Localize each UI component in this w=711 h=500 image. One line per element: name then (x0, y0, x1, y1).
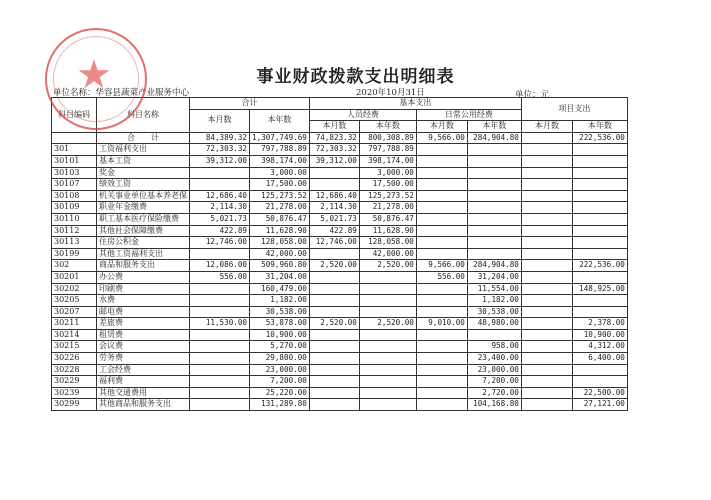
header-year: 本年数 (250, 109, 310, 132)
subject-code: 30107 (52, 179, 97, 191)
amount-cell: 2,720.00 (467, 387, 521, 399)
subject-code: 30226 (52, 353, 97, 365)
amount-cell (521, 306, 572, 318)
subject-code: 30215 (52, 341, 97, 353)
amount-cell: 50,876.47 (250, 213, 310, 225)
amount-cell: 11,554.00 (467, 283, 521, 295)
amount-cell (359, 283, 416, 295)
amount-cell (309, 283, 359, 295)
amount-cell (309, 306, 359, 318)
amount-cell (416, 155, 467, 167)
subject-code: 302 (52, 260, 97, 272)
table-row (52, 329, 628, 341)
table-row (52, 306, 628, 318)
amount-cell (416, 295, 467, 307)
subject-name: 商品和服务支出 (97, 260, 190, 272)
amount-cell (309, 295, 359, 307)
table-row (52, 179, 628, 191)
amount-cell (521, 376, 572, 388)
amount-cell: 284,904.80 (467, 132, 521, 144)
amount-cell (572, 295, 627, 307)
subject-name: 其他商品和服务支出 (97, 399, 190, 411)
amount-cell (309, 376, 359, 388)
subject-name: 邮电费 (97, 306, 190, 318)
subject-code: 30110 (52, 213, 97, 225)
amount-cell (359, 341, 416, 353)
amount-cell: 72,303.32 (190, 144, 250, 156)
amount-cell (521, 225, 572, 237)
amount-cell (359, 387, 416, 399)
table-row (52, 213, 628, 225)
amount-cell (359, 364, 416, 376)
amount-cell (521, 353, 572, 365)
amount-cell: 5,021.73 (190, 213, 250, 225)
amount-cell: 11,530.00 (190, 318, 250, 330)
amount-cell: 222,536.00 (572, 260, 627, 272)
amount-cell: 3,000.00 (359, 167, 416, 179)
subject-name: 其他社会保障缴费 (97, 225, 190, 237)
subject-name: 其他交通费用 (97, 387, 190, 399)
amount-cell (416, 329, 467, 341)
table-row (52, 155, 628, 167)
amount-cell (467, 237, 521, 249)
amount-cell (416, 179, 467, 191)
table-row (52, 132, 628, 144)
amount-cell: 9,010.00 (416, 318, 467, 330)
amount-cell: 21,278.00 (359, 202, 416, 214)
amount-cell: 2,520.00 (309, 260, 359, 272)
amount-cell: 1,182.00 (250, 295, 310, 307)
subject-name: 福利费 (97, 376, 190, 388)
table-row (52, 399, 628, 411)
amount-cell: 2,378.00 (572, 318, 627, 330)
amount-cell: 2,520.00 (359, 260, 416, 272)
amount-cell (416, 237, 467, 249)
amount-cell (572, 306, 627, 318)
amount-cell (572, 144, 627, 156)
subject-name: 基本工资 (97, 155, 190, 167)
amount-cell (190, 399, 250, 411)
amount-cell (190, 306, 250, 318)
amount-cell (572, 237, 627, 249)
subject-code: 30202 (52, 283, 97, 295)
expenditure-table (51, 97, 628, 411)
amount-cell (309, 399, 359, 411)
amount-cell: 12,086.00 (190, 260, 250, 272)
amount-cell: 29,800.00 (250, 353, 310, 365)
table-row (52, 144, 628, 156)
amount-cell (521, 190, 572, 202)
amount-cell: 30,538.00 (467, 306, 521, 318)
header-month: 本月数 (521, 121, 572, 133)
subject-name: 差旅费 (97, 318, 190, 330)
amount-cell: 12,686.40 (309, 190, 359, 202)
official-seal: ★ (45, 28, 147, 130)
amount-cell: 797,788.89 (250, 144, 310, 156)
amount-cell: 4,312.00 (572, 341, 627, 353)
subject-code: 30112 (52, 225, 97, 237)
subject-code: 30211 (52, 318, 97, 330)
subject-code: 30299 (52, 399, 97, 411)
subject-code: 30205 (52, 295, 97, 307)
header-basic: 基本支出 (309, 98, 521, 110)
amount-cell: 74,823.32 (309, 132, 359, 144)
amount-cell (521, 387, 572, 399)
amount-cell: 2,114.30 (190, 202, 250, 214)
subject-code: 30101 (52, 155, 97, 167)
table-row (52, 260, 628, 272)
amount-cell: 23,400.00 (467, 353, 521, 365)
subject-name: 奖金 (97, 167, 190, 179)
amount-cell: 104,168.80 (467, 399, 521, 411)
header-code: 科目编码 (52, 98, 97, 133)
amount-cell (467, 144, 521, 156)
amount-cell (521, 132, 572, 144)
amount-cell: 9,566.00 (416, 260, 467, 272)
subject-name: 机关事业单位基本养老保 (97, 190, 190, 202)
amount-cell (521, 237, 572, 249)
subject-code: 30109 (52, 202, 97, 214)
amount-cell (190, 376, 250, 388)
table-row (52, 353, 628, 365)
amount-cell (416, 213, 467, 225)
amount-cell (359, 295, 416, 307)
subject-code: 30207 (52, 306, 97, 318)
subject-name: 工会经费 (97, 364, 190, 376)
amount-cell (572, 155, 627, 167)
subject-code: 30229 (52, 376, 97, 388)
amount-cell (416, 353, 467, 365)
amount-cell: 12,746.00 (190, 237, 250, 249)
amount-cell (190, 329, 250, 341)
amount-cell (521, 318, 572, 330)
table-row (52, 271, 628, 283)
subject-name: 租赁费 (97, 329, 190, 341)
amount-cell: 148,925.00 (572, 283, 627, 295)
amount-cell: 84,389.32 (190, 132, 250, 144)
amount-cell (521, 144, 572, 156)
header-year: 本年数 (359, 121, 416, 133)
amount-cell (416, 364, 467, 376)
amount-cell: 9,566.00 (416, 132, 467, 144)
amount-cell (467, 167, 521, 179)
amount-cell (572, 376, 627, 388)
amount-cell: 800,308.89 (359, 132, 416, 144)
amount-cell (359, 399, 416, 411)
amount-cell: 17,500.00 (250, 179, 310, 191)
amount-cell (416, 190, 467, 202)
amount-cell: 2,114.30 (309, 202, 359, 214)
header-personnel: 人员经费 (309, 109, 416, 121)
amount-cell (190, 295, 250, 307)
amount-cell: 23,000.00 (250, 364, 310, 376)
header-total: 合计 (190, 98, 310, 110)
currency-unit: 单位：元 (515, 90, 550, 100)
table-row (52, 364, 628, 376)
header-name: 科目名称 (97, 98, 190, 133)
amount-cell: 39,312.00 (309, 155, 359, 167)
amount-cell (416, 399, 467, 411)
amount-cell (467, 225, 521, 237)
amount-cell (359, 271, 416, 283)
amount-cell (190, 341, 250, 353)
amount-cell: 422.89 (309, 225, 359, 237)
amount-cell (416, 248, 467, 260)
header-daily: 日常公用经费 (416, 109, 521, 121)
subject-name: 工资福利支出 (97, 144, 190, 156)
amount-cell (309, 271, 359, 283)
amount-cell: 160,479.00 (250, 283, 310, 295)
amount-cell (359, 353, 416, 365)
amount-cell: 128,058.00 (359, 237, 416, 249)
amount-cell: 22,500.00 (572, 387, 627, 399)
subject-code: 30113 (52, 237, 97, 249)
header-month: 本月数 (190, 109, 250, 132)
amount-cell (521, 329, 572, 341)
amount-cell (416, 144, 467, 156)
table-row (52, 376, 628, 388)
amount-cell (309, 329, 359, 341)
amount-cell (521, 202, 572, 214)
amount-cell (521, 213, 572, 225)
amount-cell: 509,960.80 (250, 260, 310, 272)
amount-cell: 17,500.00 (359, 179, 416, 191)
subject-code: 30228 (52, 364, 97, 376)
subject-name: 其他工资福利支出 (97, 248, 190, 260)
header-month: 本月数 (416, 121, 467, 133)
amount-cell: 125,273.52 (250, 190, 310, 202)
amount-cell (416, 225, 467, 237)
amount-cell (521, 260, 572, 272)
amount-cell (416, 341, 467, 353)
subject-code: 30201 (52, 271, 97, 283)
report-title: 事业财政拨款支出明细表 (256, 67, 455, 87)
amount-cell (309, 248, 359, 260)
amount-cell: 1,182.00 (467, 295, 521, 307)
amount-cell: 42,000.00 (359, 248, 416, 260)
amount-cell (467, 202, 521, 214)
amount-cell: 5,270.00 (250, 341, 310, 353)
header-project: 项目支出 (521, 98, 627, 121)
amount-cell: 27,121.00 (572, 399, 627, 411)
amount-cell: 556.00 (416, 271, 467, 283)
subject-code: 30214 (52, 329, 97, 341)
subject-name: 职工基本医疗保险缴费 (97, 213, 190, 225)
subject-code: 301 (52, 144, 97, 156)
header-year: 本年数 (467, 121, 521, 133)
subject-name: 住房公积金 (97, 237, 190, 249)
amount-cell: 31,204.00 (250, 271, 310, 283)
amount-cell (521, 155, 572, 167)
amount-cell: 5,021.73 (309, 213, 359, 225)
header-month: 本月数 (309, 121, 359, 133)
amount-cell: 25,220.00 (250, 387, 310, 399)
table-row (52, 341, 628, 353)
table-row (52, 190, 628, 202)
amount-cell: 42,000.00 (250, 248, 310, 260)
amount-cell (521, 179, 572, 191)
subject-name: 会议费 (97, 341, 190, 353)
amount-cell (467, 190, 521, 202)
amount-cell (416, 376, 467, 388)
table-row (52, 387, 628, 399)
amount-cell (416, 306, 467, 318)
amount-cell: 30,538.00 (250, 306, 310, 318)
table-row (52, 202, 628, 214)
subject-code: 30239 (52, 387, 97, 399)
amount-cell: 125,273.52 (359, 190, 416, 202)
amount-cell: 7,200.00 (250, 376, 310, 388)
table-row (52, 295, 628, 307)
amount-cell (467, 155, 521, 167)
amount-cell: 6,400.00 (572, 353, 627, 365)
amount-cell: 222,536.00 (572, 132, 627, 144)
subject-code: 30103 (52, 167, 97, 179)
amount-cell (416, 202, 467, 214)
amount-cell: 12,686.40 (190, 190, 250, 202)
amount-cell (572, 248, 627, 260)
amount-cell: 10,900.00 (250, 329, 310, 341)
amount-cell (467, 329, 521, 341)
amount-cell (521, 167, 572, 179)
header-year: 本年数 (572, 121, 627, 133)
table-row (52, 318, 628, 330)
amount-cell: 50,876.47 (359, 213, 416, 225)
amount-cell (521, 271, 572, 283)
amount-cell (572, 167, 627, 179)
amount-cell (309, 341, 359, 353)
amount-cell: 556.00 (190, 271, 250, 283)
amount-cell: 11,628.90 (250, 225, 310, 237)
amount-cell (190, 283, 250, 295)
amount-cell (190, 179, 250, 191)
table-row (52, 167, 628, 179)
amount-cell: 21,278.00 (250, 202, 310, 214)
subject-name: 水费 (97, 295, 190, 307)
report-date: 2020年10月31日 (356, 88, 425, 98)
table-row (52, 283, 628, 295)
amount-cell (416, 283, 467, 295)
amount-cell (572, 179, 627, 191)
amount-cell: 72,303.32 (309, 144, 359, 156)
table-row (52, 225, 628, 237)
amount-cell (309, 167, 359, 179)
amount-cell (190, 353, 250, 365)
amount-cell: 11,628.90 (359, 225, 416, 237)
amount-cell: 53,878.00 (250, 318, 310, 330)
amount-cell (359, 376, 416, 388)
amount-cell (309, 364, 359, 376)
amount-cell (190, 248, 250, 260)
amount-cell: 1,307,749.69 (250, 132, 310, 144)
amount-cell: 398,174.00 (359, 155, 416, 167)
amount-cell: 398,174.00 (250, 155, 310, 167)
amount-cell (572, 225, 627, 237)
amount-cell (572, 271, 627, 283)
amount-cell: 7,200.00 (467, 376, 521, 388)
amount-cell: 284,904.80 (467, 260, 521, 272)
amount-cell: 3,000.00 (250, 167, 310, 179)
amount-cell (309, 179, 359, 191)
unit-name: 单位名称：华容县蔬菜产业服务中心 (53, 88, 190, 98)
table-row (52, 248, 628, 260)
amount-cell (309, 387, 359, 399)
amount-cell (572, 364, 627, 376)
amount-cell: 958.00 (467, 341, 521, 353)
amount-cell (521, 364, 572, 376)
amount-cell: 128,058.00 (250, 237, 310, 249)
amount-cell (572, 213, 627, 225)
amount-cell: 2,520.00 (309, 318, 359, 330)
amount-cell: 31,204.00 (467, 271, 521, 283)
amount-cell (521, 341, 572, 353)
subject-name: 职业年金缴费 (97, 202, 190, 214)
amount-cell (190, 387, 250, 399)
amount-cell: 12,746.00 (309, 237, 359, 249)
amount-cell (521, 248, 572, 260)
subject-code (52, 132, 97, 144)
amount-cell: 23,000.00 (467, 364, 521, 376)
amount-cell: 797,788.89 (359, 144, 416, 156)
amount-cell (572, 202, 627, 214)
subject-code: 30199 (52, 248, 97, 260)
amount-cell (190, 167, 250, 179)
subject-name: 办公费 (97, 271, 190, 283)
amount-cell (521, 295, 572, 307)
amount-cell: 131,289.80 (250, 399, 310, 411)
subject-name: 绩效工资 (97, 179, 190, 191)
amount-cell: 422.89 (190, 225, 250, 237)
subject-name: 劳务费 (97, 353, 190, 365)
amount-cell: 48,980.00 (467, 318, 521, 330)
amount-cell (309, 353, 359, 365)
amount-cell (521, 283, 572, 295)
amount-cell: 10,900.00 (572, 329, 627, 341)
amount-cell (359, 306, 416, 318)
table-row (52, 237, 628, 249)
subject-name: 印刷费 (97, 283, 190, 295)
amount-cell: 2,520.00 (359, 318, 416, 330)
amount-cell (467, 213, 521, 225)
amount-cell (190, 364, 250, 376)
amount-cell (467, 248, 521, 260)
amount-cell (467, 179, 521, 191)
amount-cell (572, 190, 627, 202)
amount-cell: 39,312.00 (190, 155, 250, 167)
subject-code: 30108 (52, 190, 97, 202)
amount-cell (521, 399, 572, 411)
amount-cell (359, 329, 416, 341)
subject-name: 合 计 (97, 132, 190, 144)
amount-cell (416, 387, 467, 399)
amount-cell (416, 167, 467, 179)
